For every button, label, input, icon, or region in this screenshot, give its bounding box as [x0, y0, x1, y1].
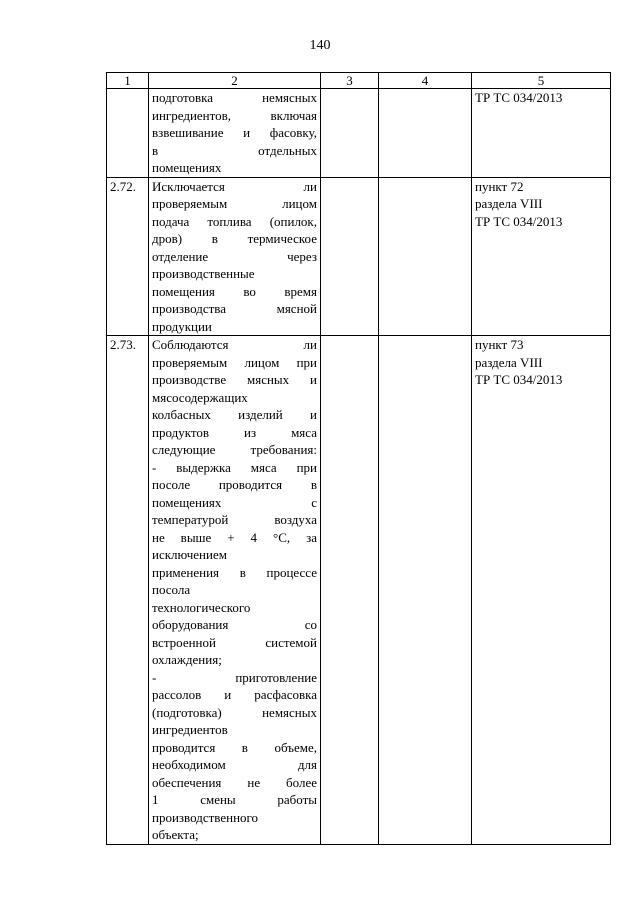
reference-line: пункт 73 — [475, 337, 524, 352]
question-line: посола — [152, 582, 191, 597]
page-number: 140 — [309, 38, 331, 53]
question-line: исключением — [152, 547, 227, 562]
answer-cell-col3 — [321, 89, 379, 178]
item-number — [107, 89, 149, 178]
question-line: технологического — [152, 599, 251, 615]
question-line: взвешивание и фасовку, — [152, 125, 317, 140]
header-row — [107, 73, 611, 89]
question-line: продукции — [152, 318, 212, 334]
question-line: помещениях с — [152, 494, 317, 510]
reference-line: ТР ТС 034/2013 — [475, 213, 563, 229]
question-line: проверяемым лицом — [152, 196, 317, 211]
question-line: необходимом для — [152, 757, 317, 772]
table-body — [107, 89, 611, 845]
question-line: подготовка немясных — [152, 90, 317, 105]
reference-line: раздела VIII — [475, 196, 543, 211]
question-line: следующие требования: — [152, 442, 317, 457]
question-line: продуктов из мяса — [152, 424, 317, 440]
question-line: проводится в объеме, — [152, 739, 317, 755]
table-row — [107, 89, 611, 178]
regulation-reference — [472, 177, 611, 336]
header-cell-5: 5 — [472, 73, 611, 89]
reference-line: пункт 72 — [475, 178, 524, 194]
question-line: посоле проводится в — [152, 477, 317, 492]
question-line: - приготовление — [152, 669, 317, 685]
regulation-reference — [472, 336, 611, 845]
requirements-table — [106, 72, 611, 845]
question-line: дров) в термическое — [152, 231, 317, 246]
item-number: 2.73. — [107, 336, 149, 845]
question-line: производственного — [152, 809, 259, 825]
answer-cell-col3 — [321, 177, 379, 336]
question-line: - выдержка мяса при — [152, 459, 317, 475]
question-line: помещения во время — [152, 283, 317, 299]
question-line: охлаждения; — [152, 652, 222, 667]
question-line: (подготовка) немясных — [152, 704, 317, 720]
question-line: в отдельных — [152, 142, 317, 158]
question-line: помещениях — [152, 160, 222, 175]
question-line: ингредиентов — [152, 722, 228, 737]
table-row — [107, 177, 611, 336]
question-line: проверяемым лицом при — [152, 354, 317, 370]
answer-cell-col4 — [379, 177, 472, 336]
question-line: производства мясной — [152, 301, 317, 316]
reference-line: раздела VIII — [475, 354, 543, 370]
requirement-question — [149, 177, 321, 336]
question-line: мясосодержащих — [152, 389, 248, 405]
regulation-reference — [472, 89, 611, 178]
header-cell-3: 3 — [321, 73, 379, 89]
header-cell-2: 2 — [149, 73, 321, 89]
question-line: Исключается ли — [152, 178, 317, 194]
question-line: не выше + 4 °С, за — [152, 529, 317, 545]
question-line: рассолов и расфасовка — [152, 687, 317, 702]
reference-line: ТР ТС 034/2013 — [475, 372, 563, 387]
question-line: колбасных изделий и — [152, 407, 317, 422]
question-line: производстве мясных и — [152, 372, 317, 387]
reference-line: ТР ТС 034/2013 — [475, 90, 563, 105]
question-line: производственные — [152, 266, 255, 281]
requirement-question — [149, 89, 321, 178]
header-cell-4: 4 — [379, 73, 472, 89]
question-line: встроенной системой — [152, 634, 317, 650]
header-cell-1: 1 — [107, 73, 149, 89]
question-line: температурой воздуха — [152, 512, 317, 527]
question-line: 1 смены работы — [152, 792, 317, 807]
item-number: 2.72. — [107, 177, 149, 336]
answer-cell-col4 — [379, 89, 472, 178]
question-line: оборудования со — [152, 617, 317, 632]
requirement-question — [149, 336, 321, 845]
answer-cell-col3 — [321, 336, 379, 845]
question-line: применения в процессе — [152, 564, 317, 580]
question-line: подача топлива (опилок, — [152, 213, 317, 229]
answer-cell-col4 — [379, 336, 472, 845]
question-line: ингредиентов, включая — [152, 107, 317, 123]
table-row — [107, 336, 611, 845]
question-line: обеспечения не более — [152, 774, 317, 790]
question-line: Соблюдаются ли — [152, 337, 317, 352]
question-line: объекта; — [152, 827, 199, 842]
question-line: отделение через — [152, 248, 317, 264]
